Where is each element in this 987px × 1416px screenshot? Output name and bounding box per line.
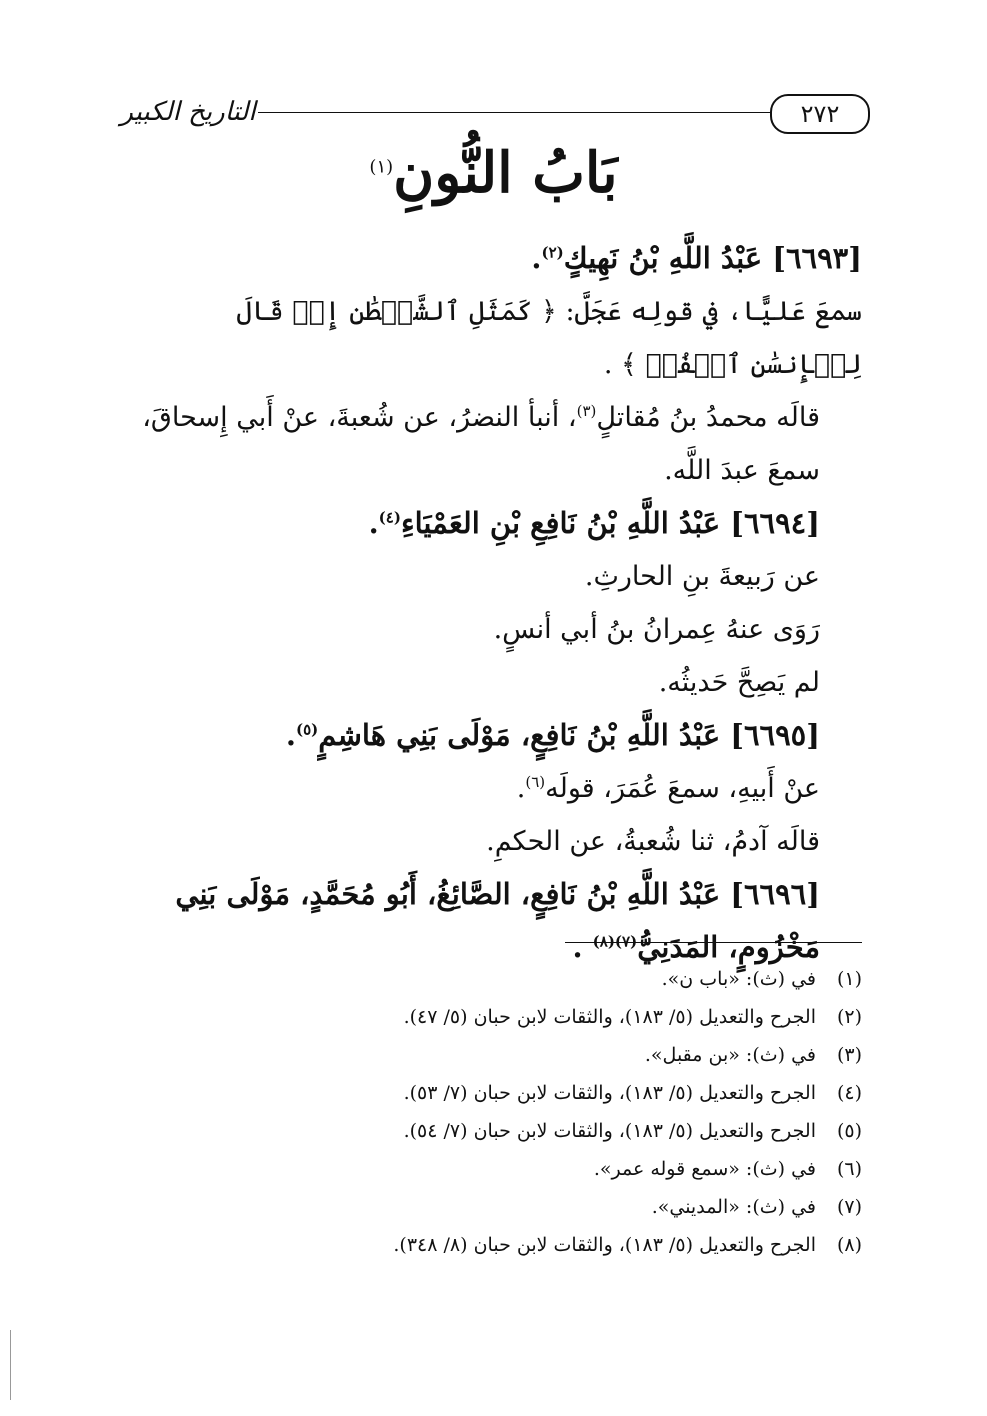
entry-line-part: عنْ أَبيهِ، سمعَ عُمَرَ، قولَه [545,773,820,804]
entry-heading-6694: [٦٦٩٤] عَبْدُ اللَّهِ بْنُ نَافِعِ بْنِ العَمْيَاءِ$^{(٤)}$. [368,506,820,540]
page-number: ٢٧٢ [770,94,870,134]
entry-heading-text: [٦٦٩٤] عَبْدُ اللَّهِ بْنُ نَافِعِ بْنِ العَمْيَاءِ [400,506,820,540]
footnote [130,1074,862,1112]
footnote-ref: (٤) [378,508,401,527]
footnote [130,1188,862,1226]
header-rule [258,112,770,113]
footnote-number: (٣) [836,1044,862,1066]
entry-line: قالَه آدمُ، ثنا شُعبةُ، عن الحكمِ. [486,826,820,857]
footnote-ref: (٥) [296,720,319,739]
footnote-ref: (٧)(٨) [592,932,638,951]
footnote [130,1036,862,1074]
entry-line-part: قالَه محمدُ بنُ مُقاتلٍ [596,402,820,433]
footnote-number: (٥) [836,1120,862,1142]
footnote-number: (٦) [836,1158,862,1180]
entry-line [130,391,862,497]
footnote-text: الجرح والتعديل (٥/ ١٨٣)، والثقات لابن حبان (٨/ ٣٤٨). [393,1234,816,1256]
chapter-title-footnote-ref: (١) [369,156,394,178]
footnote [130,1112,862,1150]
footnote [130,998,862,1036]
entry-heading-text: [٦٦٩٦] عَبْدُ اللَّهِ بْنُ نَافِعٍ، الصَّائِغُ، أَبُو مُحَمَّدٍ، مَوْلَى بَنِي مَخْزُومٍ، المَدَنِيُّ [175,877,820,964]
footnote-text: في (ث): «بن مقبل». [644,1044,816,1066]
entry-line: عن رَبيعةَ بنِ الحارثِ. [584,561,820,592]
footnote-text: في (ث): «سمع قوله عمر». [593,1158,816,1180]
entry-line-part: ، أنبأ النضرُ، عن شُعبةَ، عنْ أَبي إِسحاقَ، سمعَ عبدَ اللَّه. [142,402,820,486]
footnote-text: في (ث): «المديني». [651,1196,816,1218]
footnote-ref: (٦) [525,773,546,791]
footnote-number: (٢) [836,1006,862,1028]
chapter-title-text: بَابُ النُّونِ [393,140,618,206]
entry-heading-6696: [٦٦٩٦] عَبْدُ اللَّهِ بْنُ نَافِعٍ، الصَّائِغُ، أَبُو مُحَمَّدٍ، مَوْلَى بَنِي مَخْزُومٍ، المَدَنِيُّ$^{(٧)(٨)}$ . [175,877,820,964]
entry-heading-text: [٦٦٩٥] عَبْدُ اللَّهِ بْنُ نَافِعٍ، مَوْلَى بَنِي هَاشِمٍ [318,718,820,752]
footnote-divider [565,942,862,943]
entry-line: سمعَ عَليًّا، في قولِه عَجَلَّ: ﴿ كَمَثَلِ ٱلشَّيۡطَٰنِ إِذۡ قَالَ لِلۡإِنسَٰنِ ٱكۡفُرۡ ﴾ . [236,296,862,380]
entry-heading-6695: [٦٦٩٥] عَبْدُ اللَّهِ بْنُ نَافِعٍ، مَوْلَى بَنِي هَاشِمٍ$^{(٥)}$. [285,718,820,752]
footnote-number: (٧) [836,1196,862,1218]
footnote-number: (٨) [836,1234,862,1256]
scan-edge-mark [10,1330,11,1400]
entry-heading-text: [٦٦٩٣] عَبْدُ اللَّهِ بْنُ نَهِيكٍ [563,241,862,275]
chapter-title [0,140,987,206]
page-header [118,88,870,144]
footnote [130,1226,862,1264]
footnote-text: في (ث): «باب ن». [661,968,816,990]
footnote-text: الجرح والتعديل (٥/ ١٨٣)، والثقات لابن حبان (٥/ ٤٧). [403,1006,816,1028]
footnote-number: (١) [836,968,862,990]
entry-line: لم يَصِحَّ حَديثُه. [658,667,820,698]
entry-line: رَوَى عنهُ عِمرانُ بنُ أبي أنسٍ. [493,614,820,645]
footnote-ref: (٢) [541,243,564,262]
footnotes [130,960,862,1264]
footnote [130,1150,862,1188]
footnote-ref: (٣) [576,402,597,420]
entry-heading-6693: [٦٦٩٣] عَبْدُ اللَّهِ بْنُ نَهِيكٍ$^{(٢)}$. [531,241,862,275]
footnote-number: (٤) [836,1082,862,1104]
footnote-text: الجرح والتعديل (٥/ ١٨٣)، والثقات لابن حبان (٧/ ٥٤). [403,1120,816,1142]
running-title: التاريخ الكبير [120,97,256,127]
footnote [130,960,862,998]
entry-line: عنْ أَبيهِ، سمعَ عُمَرَ، قولَه$^{(٦)}$. [516,773,820,804]
main-text [130,232,862,974]
footnote-text: الجرح والتعديل (٥/ ١٨٣)، والثقات لابن حبان (٧/ ٥٣). [403,1082,816,1104]
